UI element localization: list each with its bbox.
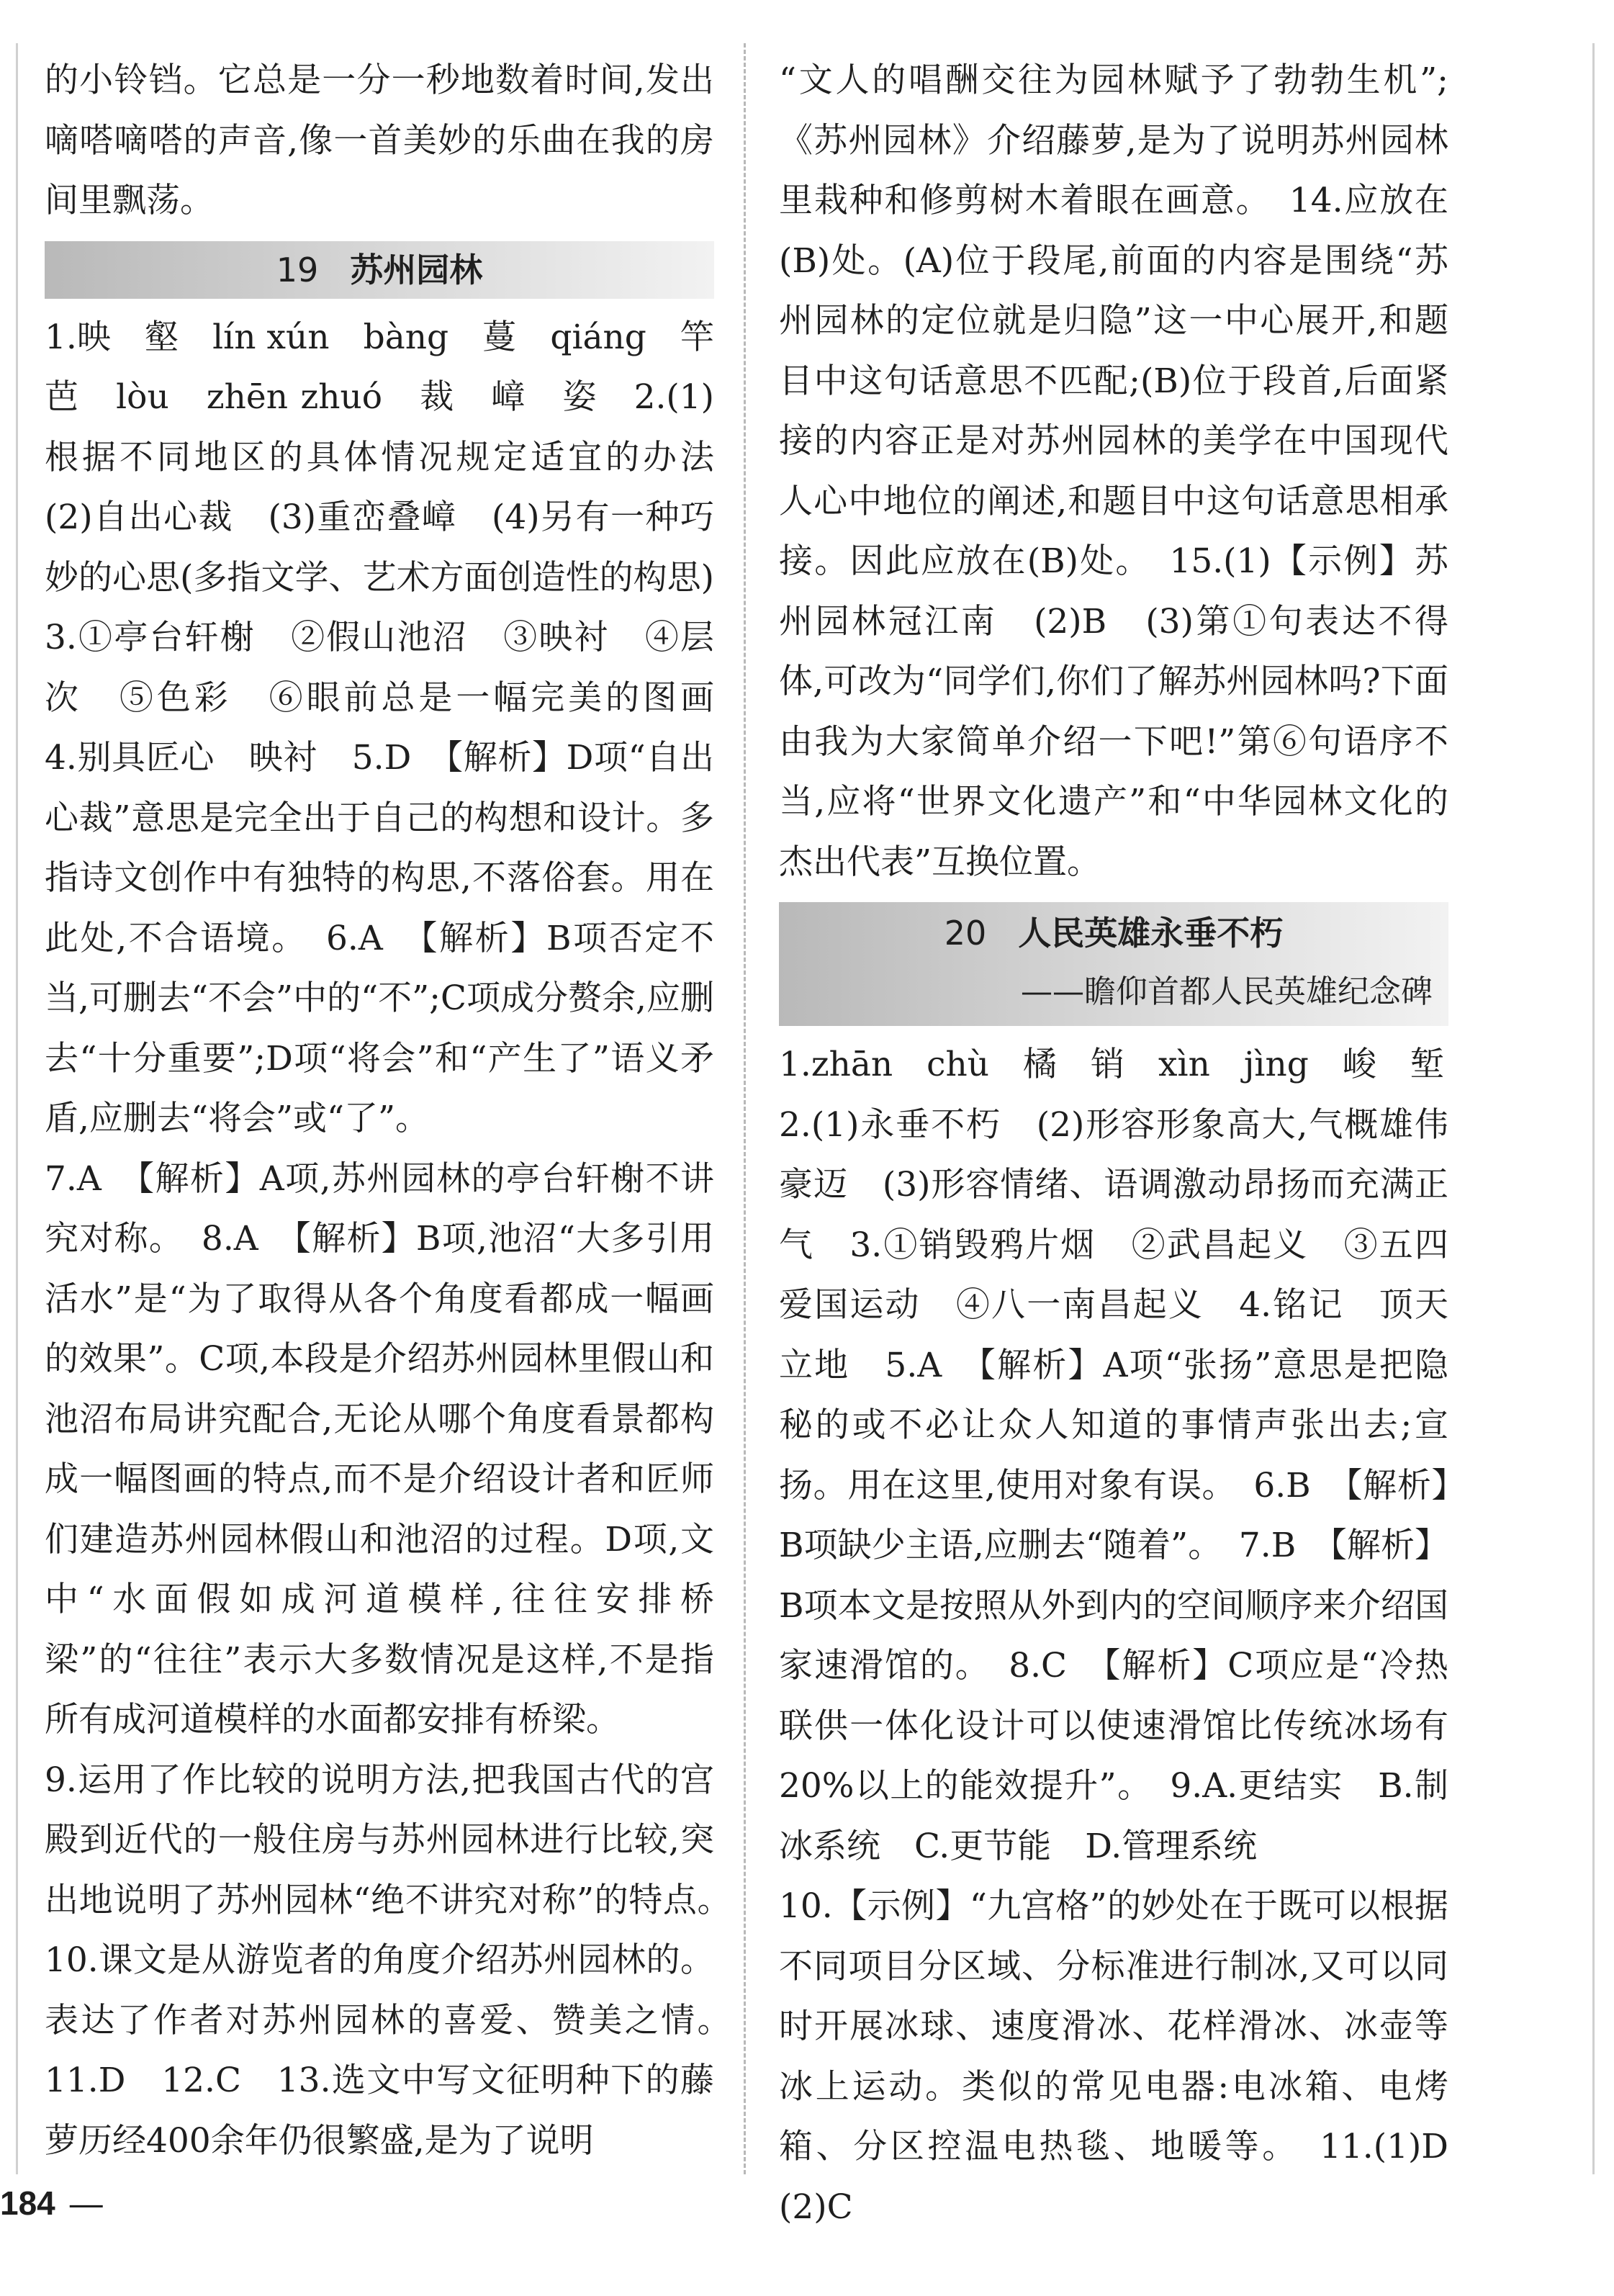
lesson-20-title-line	[779, 902, 1448, 964]
lesson-19-number: 19	[276, 250, 319, 289]
lesson-20-number: 20	[944, 914, 987, 953]
right-column	[779, 50, 1482, 2237]
lesson-19-answers-1: 1.映 壑 lín xún bàng 蔓 qiáng 竿 芭 lòu zhēn zhuó 裁 嶂 姿 2.(1)根据不同地区的具体情况规定适宜的办法 (2)自出心裁 (3)重峦叠嶂 (4)另有一种巧妙的心思(多指文学、艺术方面创造性的构思) 3.①亭台轩榭 ②假山池沼 ③映衬 ④层次 ⑤色彩 ⑥眼前总是一幅完美的图画 4.别具匠心 映衬 5.D 【解析】D项“自出心裁”意思是完全出于自己的构想和设计。多指诗文创作中有独特的构思,不落俗套。用在此处,不合语境。 6.A 【解析】B项否定不当,可删去“不会”中的“不”;C项成分赘余,应删去“十分重要”;D项“将会”和“产生了”语义矛盾,应删去“将会”或“了”。	[45, 317, 748, 1138]
lesson-19-title: 苏州园林	[350, 250, 483, 289]
page-footer	[0, 2182, 103, 2225]
left-column	[45, 50, 748, 2171]
left-edge-rule	[16, 43, 18, 2174]
lesson-19-continuation: “文人的唱酬交往为园林赋予了勃勃生机”;《苏州园林》介绍藤萝,是为了说明苏州园林里栽种和修剪树木着眼在画意。 14.应放在(B)处。(A)位于段尾,前面的内容是围绕“苏州园林的定位就是归隐”这一中心展开,和题目中这句话意思不匹配;(B)位于段首,后面紧接的内容正是对苏州园林的美学在中国现代人心中地位的阐述,和题目中这句话意思相承接。因此应放在(B)处。 15.(1)【示例】苏州园林冠江南 (2)B (3)第①句表达不得体,可改为“同学们,你们了解苏州园林吗?下面由我为大家简单介绍一下吧!”第⑥句语序不当,应将“世界文化遗产”和“中华园林文化的杰出代表”互换位置。	[779, 60, 1448, 882]
lesson-20-answers-2: 2.(1)永垂不朽 (2)形容形象高大,气概雄伟豪迈 (3)形容情绪、语调激动昂扬而充满正气 3.①销毁鸦片烟 ②武昌起义 ③五四爱国运动 ④八一南昌起义 4.铭记 顶天立地 5.A 【解析】A项“张扬”意思是把隐秘的或不必让众人知道的事情声张出去;宣扬。用在这里,使用对象有误。 6.B 【解析】B项缺少主语,应删去“随着”。 7.B 【解析】B项本文是按照从外到内的空间顺序来介绍国家速滑馆的。 8.C 【解析】C项应是“冷热联供一体化设计可以使速滑馆比传统冰场有20%以上的能效提升”。 9.A.更结实 B.制冰系统 C.更节能 D.管理系统	[779, 1104, 1448, 1866]
lesson-20-answers-1: 1.zhān chù 橘 销 xìn jìng 峻 堑	[779, 1045, 1444, 1084]
lesson-20-header	[779, 902, 1448, 1026]
page-number: 184	[0, 2184, 55, 2222]
intro-paragraph: 的小铃铛。它总是一分一秒地数着时间,发出嘀嗒嘀嗒的声音,像一首美妙的乐曲在我的房间里飘荡。	[45, 60, 714, 220]
lesson-20-title: 人民英雄永垂不朽	[1018, 914, 1284, 953]
lesson-20-subtitle: ——瞻仰首都人民英雄纪念碑	[1021, 973, 1433, 1010]
page-number-dash: —	[69, 2184, 103, 2222]
column-divider	[744, 43, 746, 2174]
lesson-19-header	[45, 241, 714, 299]
right-edge-rule	[1592, 43, 1595, 2174]
lesson-20-answers-3: 10.【示例】“九宫格”的妙处在于既可以根据不同项目分区域、分标准进行制冰,又可以同时开展冰球、速度滑冰、花样滑冰、冰壶等冰上运动。类似的常见电器:电冰箱、电烤箱、分区控温电热毯、地暖等。 11.(1)D (2)C	[779, 1886, 1482, 2227]
lesson-19-answers-3: 9.运用了作比较的说明方法,把我国古代的宫殿到近代的一般住房与苏州园林进行比较,突出地说明了苏州园林“绝不讲究对称”的特点。 10.课文是从游览者的角度介绍苏州园林的。表达了作者对苏州园林的喜爱、赞美之情。 11.D 12.C 13.选文中写文征明种下的藤萝历经400余年仍很繁盛,是为了说明	[45, 1760, 748, 2161]
lesson-19-answers-2: 7.A 【解析】A项,苏州园林的亭台轩榭不讲究对称。 8.A 【解析】B项,池沼“大多引用活水”是“为了取得从各个角度看都成一幅画的效果”。C项,本段是介绍苏州园林里假山和池沼布局讲究配合,无论从哪个角度看景都构成一幅图画的特点,而不是介绍设计者和匠师们建造苏州园林假山和池沼的过程。D项,文中“水面假如成河道模样,往往安排桥梁”的“往往”表示大多数情况是这样,不是指所有成河道模样的水面都安排有桥梁。	[45, 1158, 714, 1739]
